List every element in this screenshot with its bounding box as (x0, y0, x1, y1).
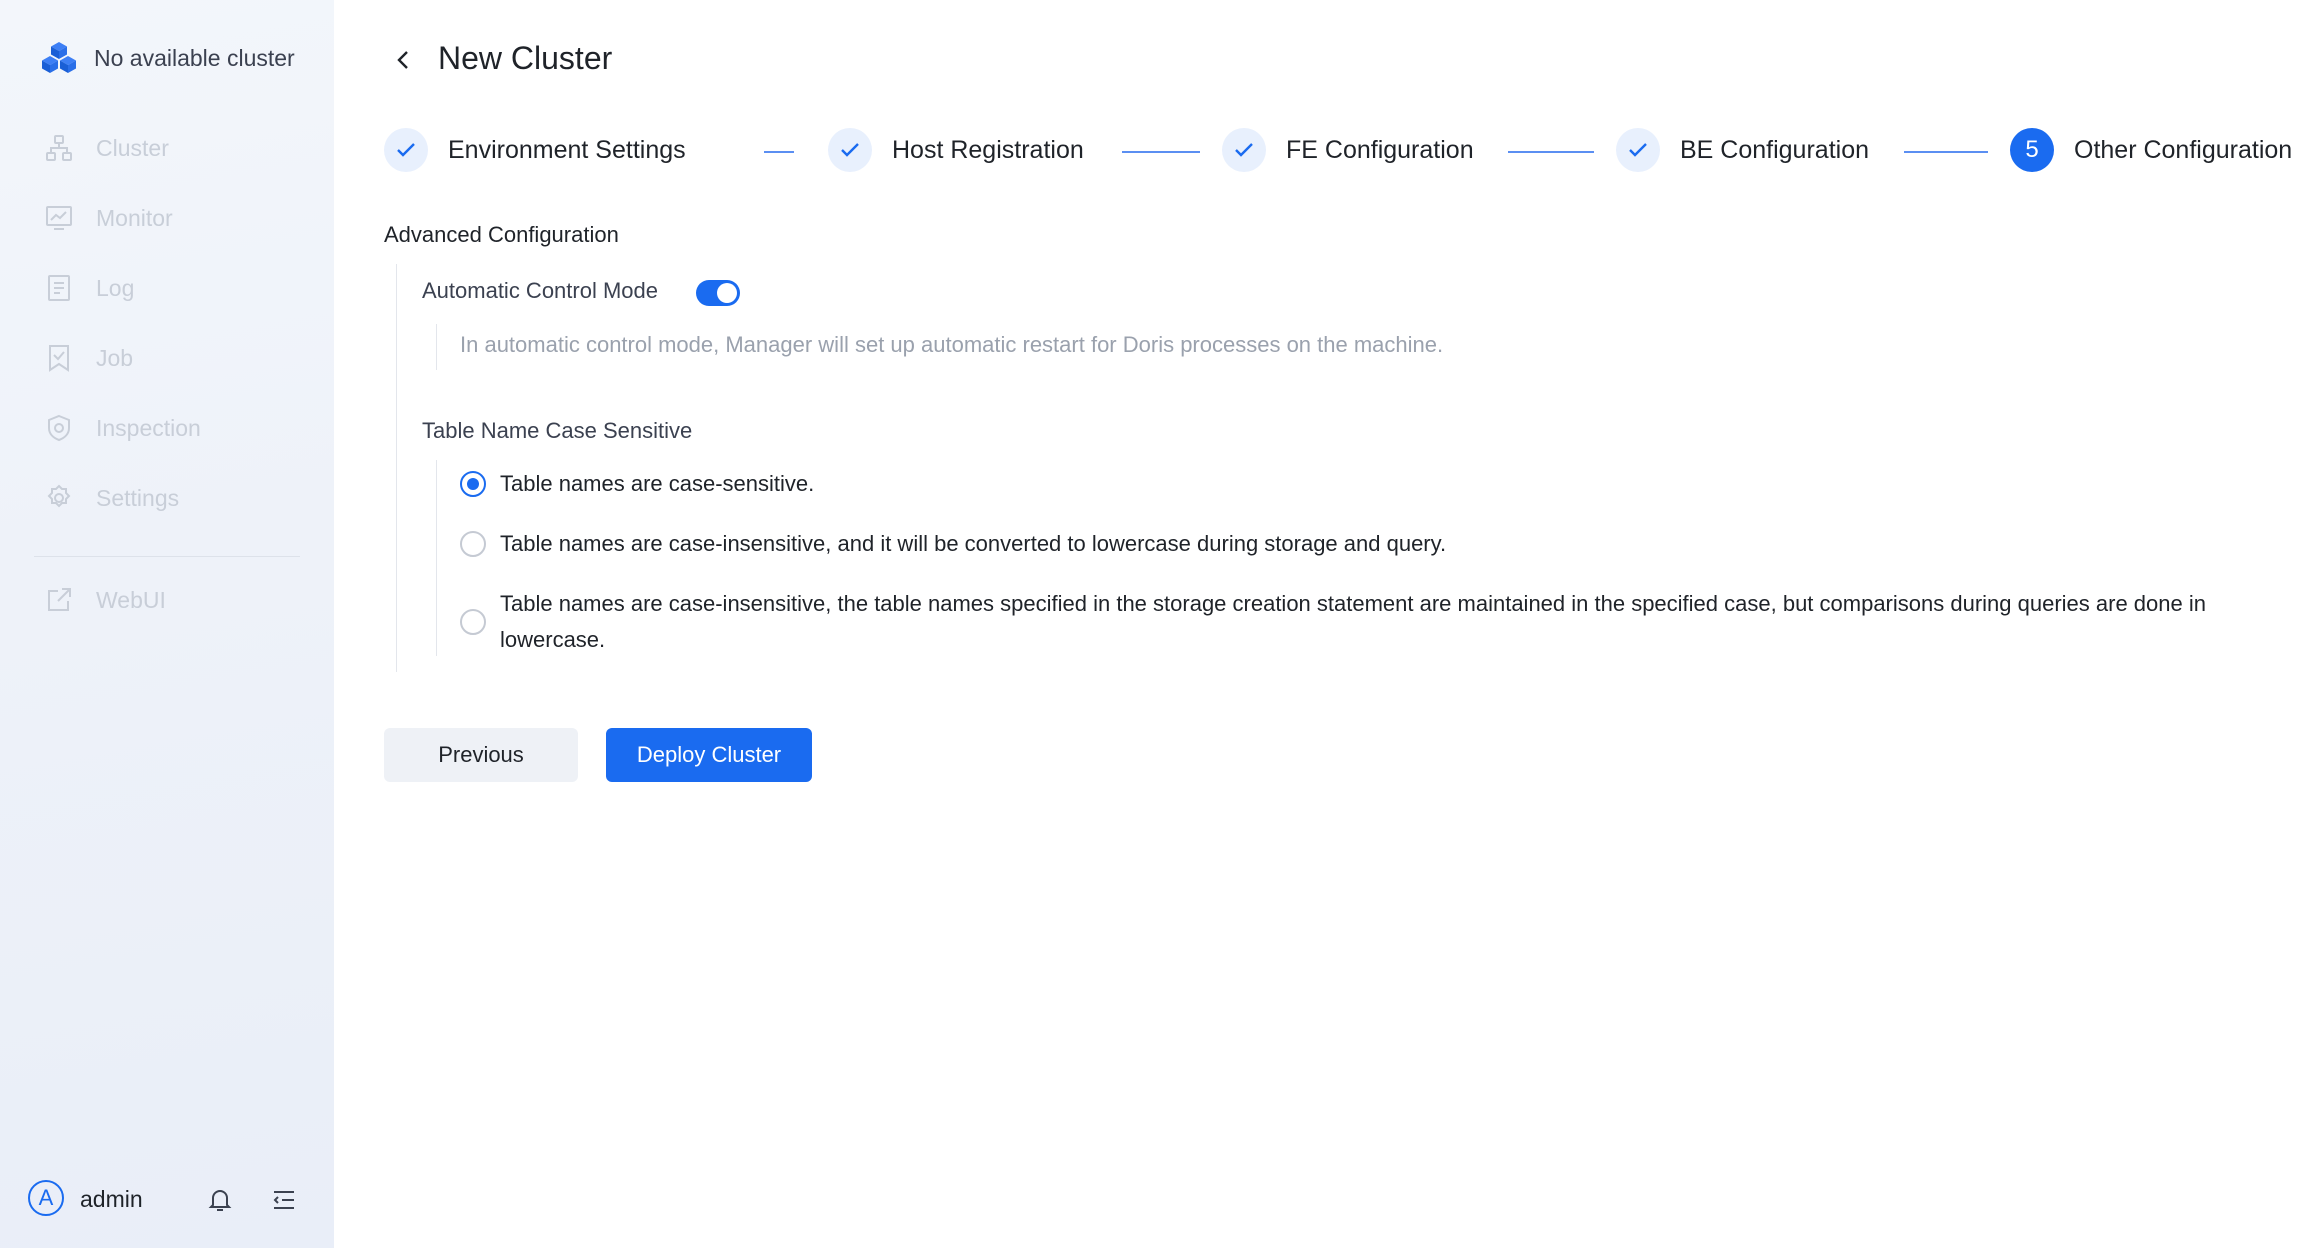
settings-icon (44, 483, 74, 513)
page-title: New Cluster (438, 40, 613, 76)
auto-control-toggle[interactable] (696, 280, 740, 306)
check-icon (1232, 138, 1256, 162)
case-option-sensitive[interactable] (460, 466, 814, 502)
bell-icon[interactable] (206, 1186, 234, 1214)
auto-control-hint: In automatic control mode, Manager will set up automatic restart for Doris processes on the machine. (460, 332, 1444, 357)
job-icon (44, 343, 74, 373)
sidebar-item-inspection[interactable] (44, 408, 201, 448)
step-1-done-indicator (384, 128, 428, 172)
sidebar-item-label: Job (96, 344, 134, 371)
step-3-done-indicator (1222, 128, 1266, 172)
toggle-knob (717, 283, 737, 303)
sidebar-item-label: Settings (96, 484, 180, 511)
sidebar-item-cluster[interactable] (44, 128, 169, 168)
sidebar-item-webui[interactable] (44, 580, 166, 620)
previous-button[interactable]: Previous (384, 728, 578, 782)
step-2-done-indicator (828, 128, 872, 172)
step-connector (1508, 151, 1594, 153)
radio-option-label: Table names are case-sensitive. (500, 471, 815, 496)
sidebar-item-label: Cluster (96, 134, 169, 161)
step-connector (1122, 151, 1200, 153)
doris-logo-icon (40, 40, 78, 76)
auto-control-label: Automatic Control Mode (422, 278, 658, 303)
case-option-insensitive-lowercase[interactable] (460, 526, 1446, 562)
cluster-icon (44, 133, 74, 163)
avatar[interactable]: A (28, 1180, 64, 1216)
radio-group-rule (436, 460, 437, 656)
step-5-label: Other Configuration (2074, 136, 2293, 164)
section-rule (396, 264, 397, 672)
radio-option-label: Table names are case-insensitive, and it will be converted to lowercase during storage and query. (500, 531, 1447, 556)
section-title-advanced: Advanced Configuration (384, 222, 619, 247)
cluster-switcher-label: No available cluster (94, 44, 295, 71)
sidebar-item-job[interactable] (44, 338, 133, 378)
check-icon (394, 138, 418, 162)
case-option-insensitive-preserve[interactable] (460, 586, 2220, 658)
external-link-icon (44, 585, 74, 615)
sidebar-footer (28, 1178, 308, 1222)
monitor-icon (44, 203, 74, 233)
step-3-label: FE Configuration (1286, 136, 1474, 164)
chevron-left-icon[interactable] (390, 46, 418, 74)
sidebar-item-label: Log (96, 274, 135, 301)
radio-button[interactable] (460, 531, 486, 557)
sidebar-divider (34, 556, 300, 557)
step-4-done-indicator (1616, 128, 1660, 172)
step-4-label: BE Configuration (1680, 136, 1870, 164)
deploy-cluster-button[interactable]: Deploy Cluster (606, 728, 812, 782)
sidebar-item-settings[interactable] (44, 478, 179, 518)
main-content (334, 0, 2304, 1248)
check-icon (838, 138, 862, 162)
step-1-label: Environment Settings (448, 136, 686, 164)
sidebar-item-label: Inspection (96, 414, 201, 441)
step-5-number-indicator: 5 (2010, 128, 2054, 172)
menu-collapse-icon[interactable] (270, 1186, 298, 1214)
sidebar-item-log[interactable] (44, 268, 134, 308)
sidebar-item-monitor[interactable] (44, 198, 173, 238)
radio-button[interactable] (460, 609, 486, 635)
inspection-icon (44, 413, 74, 443)
sidebar-item-label: WebUI (96, 586, 166, 613)
sidebar (0, 0, 334, 1248)
step-connector (764, 151, 794, 153)
check-icon (1626, 138, 1650, 162)
sidebar-item-label: Monitor (96, 204, 173, 231)
radio-option-label: Table names are case-insensitive, the table names specified in the storage creation statement are maintained in the specified case, but comparisons during queries are done in lowercase. (500, 591, 2206, 652)
cluster-switcher[interactable] (40, 40, 295, 76)
step-2-label: Host Registration (892, 136, 1084, 164)
case-sensitive-label: Table Name Case Sensitive (422, 418, 693, 443)
step-indicator (384, 126, 2304, 174)
radio-button-checked[interactable] (460, 471, 486, 497)
log-icon (44, 273, 74, 303)
step-connector (1904, 151, 1988, 153)
user-name[interactable]: admin (80, 1186, 143, 1212)
hint-rule (436, 324, 437, 370)
